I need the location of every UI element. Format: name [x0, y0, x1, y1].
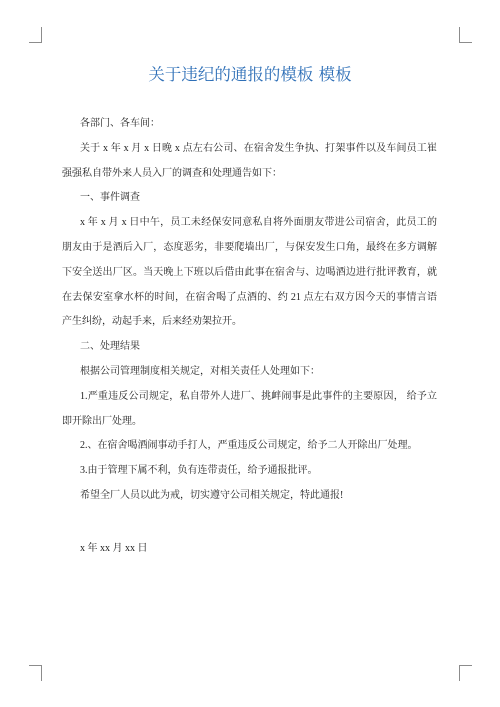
paragraph-line: 1.严重违反公司规定，私自带外人进厂、挑衅闹事是此事件的主要原因， 给予立	[80, 390, 437, 402]
crop-mark-top-right	[459, 27, 472, 43]
result-item-1	[0, 385, 500, 435]
crop-mark-bottom-left	[29, 665, 42, 681]
paragraph-line: 即开除出厂处理。	[62, 415, 142, 427]
intro-paragraph	[0, 137, 500, 187]
paragraph-line: x 年 x 月 x 日中午，员工未经保安同意私自将外面朋友带进公司宿舍，此员工的	[80, 217, 437, 229]
section-heading-result: 二、处理结果	[80, 341, 140, 353]
crop-mark-top-left	[29, 27, 42, 43]
section-heading-incident: 一、事件调查	[80, 192, 140, 204]
result-intro: 根据公司管理制度相关规定，对相关责任人处理如下：	[80, 365, 320, 377]
closing-statement: 希望全厂人员以此为戒，切实遵守公司相关规定，特此通报!	[80, 489, 344, 501]
salutation: 各部门、各车间：	[80, 118, 160, 129]
document-date: x 年 xx 月 xx 日	[80, 543, 148, 555]
result-item-3: 3.由于管理下属不利，负有连带责任，给予通报批评。	[80, 465, 318, 477]
paragraph-line: 强强私自带外来人员入厂的调查和处理通告如下：	[62, 167, 282, 179]
paragraph-line: 朋友由于是酒后入厂，态度恶劣，非要爬墙出厂，与保安发生口角，最终在多方调解	[62, 241, 437, 253]
document-title: 关于违纪的通报的模板 模板	[148, 65, 352, 84]
paragraph-line: 下安全送出厂区。当天晚上下班以后借由此事在宿舍与、边喝酒边进行批评教育，就	[62, 266, 437, 278]
paragraph-line: 产生纠纷，动起手来，后来经劝架拉开。	[62, 316, 242, 328]
paragraph-line: 在去保安室拿水杯的时间，在宿舍喝了点酒的、约 21 点左右双方因今天的事情言语	[62, 291, 437, 303]
incident-paragraph	[0, 211, 500, 335]
paragraph-line: 关于 x 年 x 月 x 日晚 x 点左右公司、在宿舍发生争执、打架事件以及车间员工崔	[80, 142, 437, 154]
result-item-2: 2.、在宿舍喝酒闹事动手打人，严重违反公司规定，给予二人开除出厂处理。	[80, 440, 418, 452]
document-body	[0, 112, 500, 562]
crop-mark-bottom-right	[459, 665, 472, 681]
